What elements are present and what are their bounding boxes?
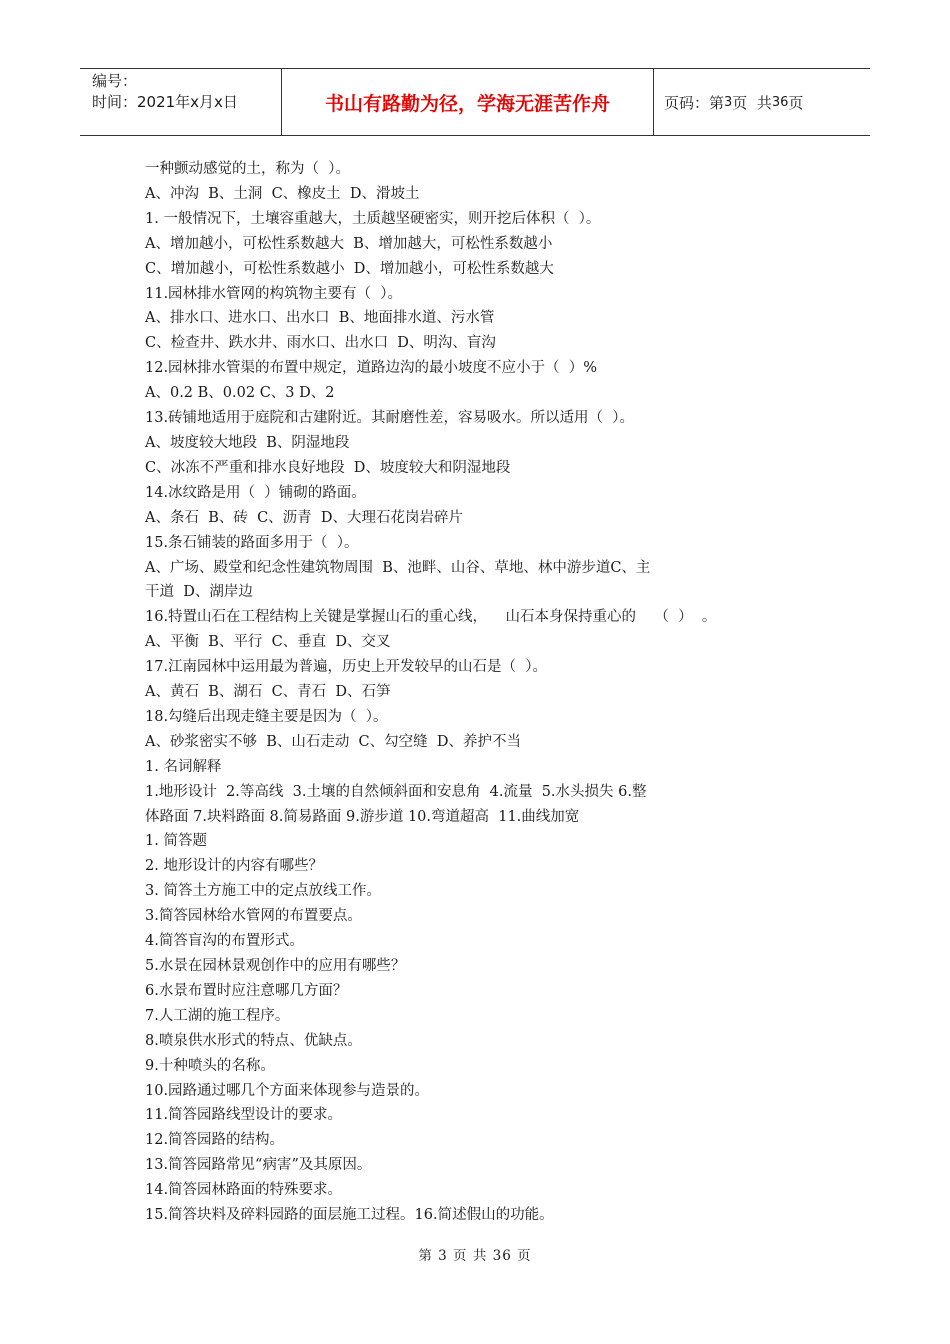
text-line: 1. 一般情况下，土壤容重越大，土质越坚硬密实，则开挖后体积（ ）。 xyxy=(145,210,601,227)
text-line: 14.冰纹路是用（ ）铺砌的路面。 xyxy=(145,484,366,501)
text-line: A、条石 B、砖 C、沥青 D、大理石花岗岩碎片 xyxy=(145,509,464,526)
header-page-indicator xyxy=(654,69,870,135)
text-line: 13.简答园路常见“病害”及其原因。 xyxy=(145,1157,372,1174)
text-line: C、冰冻不严重和排水良好地段 D、坡度较大和阴湿地段 xyxy=(145,459,511,476)
page-total: 36 xyxy=(771,94,789,110)
header-motto: 书山有路勤为径，学海无涯苦作舟 xyxy=(282,69,654,135)
text-line: 3.简答园林给水管网的布置要点。 xyxy=(145,908,362,925)
text-line: 6.水景布置时应注意哪几方面？ xyxy=(145,982,348,999)
text-line: 8.喷泉供水形式的特点、优缺点。 xyxy=(145,1032,362,1049)
text-line: A、排水口、进水口、出水口 B、地面排水道、污水管 xyxy=(145,310,495,327)
text-line: 11.园林排水管网的构筑物主要有（ ）。 xyxy=(145,285,403,302)
page-current: 3 xyxy=(724,94,733,110)
text-line: 体路面 7.块料路面 8.简易路面 9.游步道 10.弯道超高 11.曲线加宽 xyxy=(145,808,580,825)
text-line: 14.简答园林路面的特殊要求。 xyxy=(145,1182,343,1199)
document-body xyxy=(145,157,725,1228)
document-number-label: 编号： xyxy=(92,72,138,90)
text-line: 干道 D、湖岸边 xyxy=(145,584,253,601)
header-info xyxy=(80,69,282,135)
text-line: 4.简答盲沟的布置形式。 xyxy=(145,933,304,950)
text-line: A、冲沟 B、土洞 C、橡皮土 D、滑坡土 xyxy=(145,185,420,202)
text-line: 10.园路通过哪几个方面来体现参与造景的。 xyxy=(145,1082,430,1099)
page-suffix: 页 xyxy=(788,93,804,112)
text-line: 1. 名词解释 xyxy=(145,758,222,775)
text-line: 18.勾缝后出现走缝主要是因为（ ）。 xyxy=(145,708,388,725)
text-line: A、砂浆密实不够 B、山石走动 C、勾空缝 D、养护不当 xyxy=(145,733,521,750)
text-line: 12.园林排水管渠的布置中规定，道路边沟的最小坡度不应小于（ ）% xyxy=(145,360,598,377)
text-line: 3. 简答土方施工中的定点放线工作。 xyxy=(145,883,381,900)
text-line: 13.砖铺地适用于庭院和古建附近。其耐磨性差，容易吸水。所以适用（ ）。 xyxy=(145,410,635,427)
text-line: 2. 地形设计的内容有哪些？ xyxy=(145,858,323,875)
text-line: 17.江南园林中运用最为普遍，历史上开发较早的山石是（ ）。 xyxy=(145,659,548,676)
text-line: 1.地形设计 2.等高线 3.土壤的自然倾斜面和安息角 4.流量 5.水头损失 6.整 xyxy=(145,783,647,800)
page-footer: 第 3 页 共 36 页 xyxy=(418,1248,532,1264)
text-line: A、平衡 B、平行 C、垂直 D、交叉 xyxy=(145,634,391,651)
text-line: 15.条石铺装的路面多用于（ ）。 xyxy=(145,534,359,551)
text-line: 16.特置山石在工程结构上关键是掌握山石的重心线， 山石本身保持重心的 （ ） 。 xyxy=(145,609,717,626)
text-line: A、广场、殿堂和纪念性建筑物周围 B、池畔、山谷、草地、林中游步道C、主 xyxy=(145,559,651,576)
text-line: 一种颤动感觉的土，称为（ ）。 xyxy=(145,161,350,177)
text-line: A、坡度较大地段 B、阴湿地段 xyxy=(145,434,350,451)
document-date-label: 时间：2021年x月x日 xyxy=(92,93,238,111)
text-line: A、增加越小，可松性系数越大 B、增加越大，可松性系数越小 xyxy=(145,235,553,252)
text-line: 9.十种喷头的名称。 xyxy=(145,1057,275,1074)
page-header xyxy=(80,68,870,136)
text-line: A、0.2 B、0.02 C、3 D、2 xyxy=(145,385,335,402)
text-line: C、检查井、跌水井、雨水口、出水口 D、明沟、盲沟 xyxy=(145,335,496,352)
page-mid: 页 共 xyxy=(732,93,772,112)
text-line: A、黄石 B、湖石 C、青石 D、石笋 xyxy=(145,684,391,701)
text-line: 1. 简答题 xyxy=(145,833,207,850)
text-line: 12.简答园路的结构。 xyxy=(145,1132,285,1149)
text-line: 11.简答园路线型设计的要求。 xyxy=(145,1107,343,1124)
text-line: 15.简答块料及碎料园路的面层施工过程。16.简述假山的功能。 xyxy=(145,1207,554,1224)
text-line: C、增加越小，可松性系数越小 D、增加越小，可松性系数越大 xyxy=(145,260,554,277)
text-line: 5.水景在园林景观创作中的应用有哪些？ xyxy=(145,958,406,974)
text-line: 7.人工湖的施工程序。 xyxy=(145,1007,290,1024)
page-prefix: 页码：第 xyxy=(664,93,725,112)
